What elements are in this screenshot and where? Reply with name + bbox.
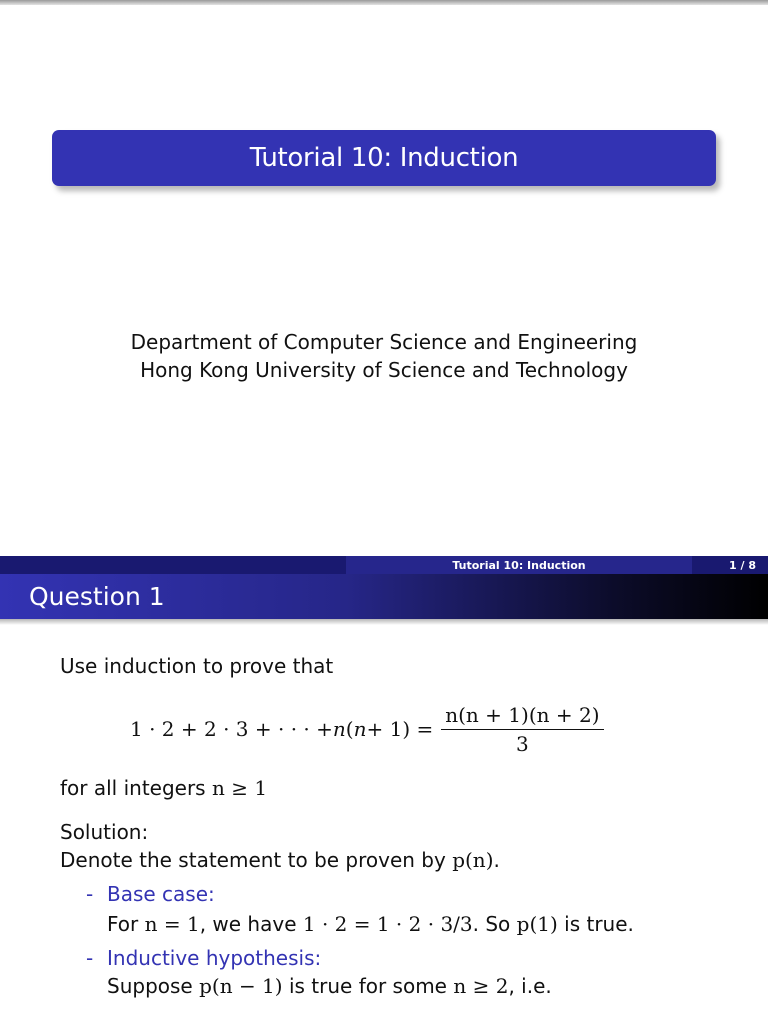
- base-case-math3: p(1): [516, 912, 558, 936]
- equation-lhs-paren: (: [345, 717, 354, 741]
- solution-label: Solution:: [60, 820, 149, 844]
- bullet-marker-hypothesis: -: [86, 946, 94, 970]
- hypothesis-prefix: Suppose: [107, 974, 200, 998]
- equation-lhs-prefix: 1 · 2 + 2 · 3 + · · · +: [130, 717, 333, 741]
- footer-page-number: 1 / 8: [729, 558, 756, 572]
- footer-title: Tutorial 10: Induction: [452, 558, 586, 572]
- title-box: [52, 130, 716, 186]
- institute-department: Department of Computer Science and Engineering: [130, 330, 638, 354]
- footer-bar: [0, 556, 768, 574]
- footer-page-section: [692, 556, 768, 574]
- inductive-hypothesis-label: Inductive hypothesis:: [107, 946, 322, 970]
- base-case-end: is true.: [557, 912, 634, 936]
- equation-lhs-end: + 1) =: [366, 717, 434, 741]
- presentation-title: Tutorial 10: Induction: [249, 143, 519, 173]
- equation-denominator: 3: [516, 731, 529, 756]
- frame-title-bar: [0, 574, 768, 619]
- equation: [130, 698, 604, 760]
- hypothesis-math1: p(n − 1): [199, 974, 283, 998]
- condition-math: n ≥ 1: [211, 776, 268, 800]
- base-case-prefix: For: [107, 912, 145, 936]
- hypothesis-mid: is true for some: [282, 974, 454, 998]
- equation-var-n: n: [332, 717, 346, 741]
- equation-fraction: [441, 703, 603, 756]
- frame-title-shadow: [0, 619, 768, 625]
- hypothesis-math2: n ≥ 2: [453, 974, 509, 998]
- base-case-mid2: . So: [472, 912, 517, 936]
- bullet-marker-base: -: [86, 882, 94, 906]
- denote-line: [60, 848, 500, 872]
- equation-var-n2: n: [353, 717, 367, 741]
- condition-text: for all integers: [60, 776, 212, 800]
- intro-text: Use induction to prove that: [60, 654, 334, 678]
- footer-title-section: [346, 556, 692, 574]
- slide-top-edge: [0, 0, 768, 5]
- base-case-label: Base case:: [107, 882, 215, 906]
- hypothesis-end: , i.e.: [508, 974, 552, 998]
- denote-suffix: .: [493, 848, 500, 872]
- inductive-hypothesis-text: [107, 974, 552, 998]
- frame-title: Question 1: [29, 582, 165, 611]
- footer-left-section: [0, 556, 346, 574]
- base-case-math2: 1 · 2 = 1 · 2 · 3/3: [302, 912, 473, 936]
- base-case-mid: , we have: [199, 912, 303, 936]
- base-case-text: [107, 912, 634, 936]
- denote-text: Denote the statement to be proven by: [60, 848, 453, 872]
- base-case-math1: n = 1: [144, 912, 200, 936]
- institute-university: Hong Kong University of Science and Technology: [140, 358, 628, 382]
- condition-line: [60, 776, 267, 800]
- denote-math: p(n): [452, 848, 494, 872]
- equation-numerator: n(n + 1)(n + 2): [441, 703, 603, 730]
